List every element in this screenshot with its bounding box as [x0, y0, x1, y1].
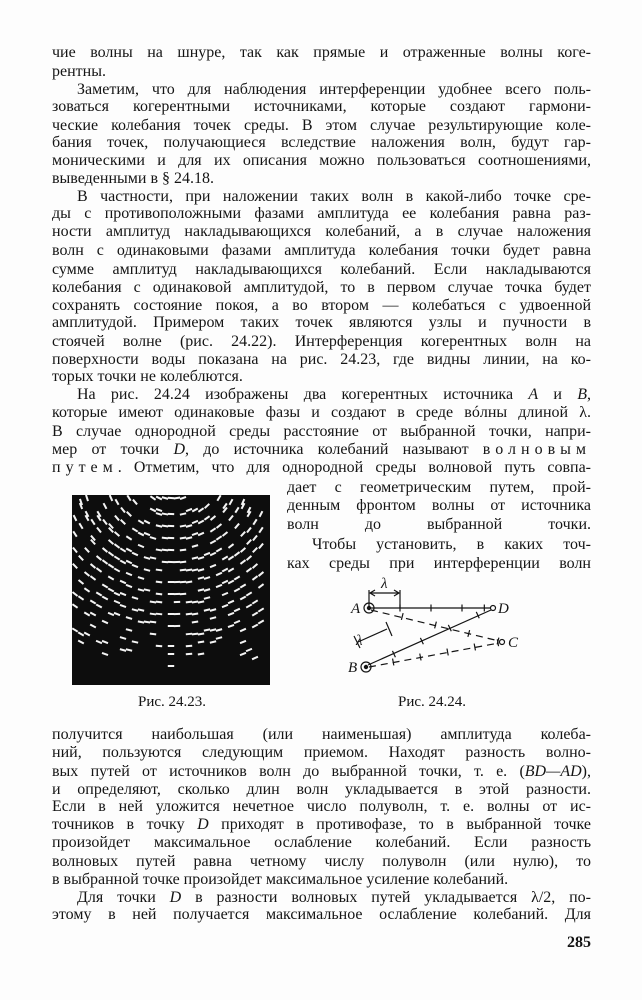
wave-crest	[198, 641, 204, 642]
text-run: волновых путей равна четному числу полуволн (или нулю), то	[52, 853, 591, 870]
wave-crest	[156, 602, 162, 603]
label-lambda-top: λ	[381, 576, 388, 592]
path-BD-solid	[368, 610, 491, 665]
wave-crest	[162, 513, 168, 514]
text-run: ),	[581, 763, 591, 780]
wave-crest	[192, 601, 198, 602]
text-run: вых путей от источников волн до выбранной точки, т. е. (	[52, 763, 525, 780]
wave-crest	[138, 609, 144, 610]
wave-crest	[180, 513, 186, 514]
text-run: сохранять состояние покоя, а во втором — колебаться с удвоенной	[52, 297, 591, 314]
wave-crest	[192, 569, 198, 570]
wave-crest	[150, 614, 156, 615]
wave-crest	[192, 614, 198, 615]
text-run: дает с геометрическим путем, прой-	[287, 479, 591, 496]
wavelength-tick	[447, 649, 448, 656]
wave-crest	[186, 634, 192, 635]
point-D-circle	[491, 606, 496, 611]
text-run: зоваться когерентными источниками, которые создают гармони-	[52, 98, 591, 115]
wave-crest	[180, 570, 186, 571]
text-run: Если в ней уложится нечетное число полуволн, т. е. волны от ис-	[52, 798, 591, 815]
text-run: приходят в противофазе, то в выбранной точке	[208, 816, 591, 833]
wave-crest	[156, 582, 162, 583]
text-run: ках среды при интерференции волн	[287, 555, 591, 572]
italic-symbol: D	[173, 441, 185, 458]
wave-crest	[180, 525, 186, 526]
text-run: денным фронтом волны от источника	[287, 497, 591, 514]
wave-crest	[186, 646, 192, 647]
wavelength-tick	[474, 644, 475, 651]
figure-24-23-water-interference-photo	[72, 495, 270, 685]
wave-crest	[198, 601, 204, 602]
wave-crest	[156, 549, 162, 550]
spaced-emphasis-term: волновым	[482, 441, 591, 458]
text-run: и определяют, сколько длин волн укладывается в этой разности.	[52, 781, 591, 798]
text-run: произойдет максимальное ослабление колебаний. Если разность	[52, 834, 591, 851]
text-run: моническими и для их описания можно пользоваться соотношениями,	[52, 152, 591, 169]
wave-crest	[144, 621, 150, 622]
wave-crest	[150, 622, 156, 623]
text-run: сумме амплитуд накладывающихся колебаний. Если накладываются	[52, 261, 591, 278]
label-C: C	[508, 635, 519, 651]
wave-crest	[198, 589, 204, 590]
text-run: торых точки не колеблются.	[52, 368, 243, 385]
text-run: , до источника колебаний называют	[185, 441, 483, 458]
text-run: стоячей волне (рис. 24.22). Интерференция когерентных волн на	[52, 333, 591, 350]
wave-crest	[132, 641, 138, 642]
wave-crest	[144, 589, 150, 590]
text-run: волн с одинаковыми фазами амплитуда колебания точки будет равна	[52, 242, 591, 259]
text-run: ,	[587, 386, 591, 403]
text-run: точников в точку	[52, 816, 198, 833]
wave-crest	[138, 621, 144, 622]
wave-crest	[150, 634, 156, 635]
text-run: этому в ней получается максимальное ослабление колебаний. Для	[52, 906, 591, 923]
text-run: чие волны на шнуре, так как прямые и отраженные волны коге-	[52, 44, 591, 61]
text-run: выведенными в § 24.18.	[52, 170, 215, 187]
figure-24-24-wave-path-diagram	[348, 576, 519, 676]
text-run: мер от точки	[52, 441, 174, 458]
wave-crest	[156, 646, 162, 647]
text-run: . Отметим, что для однородной среды волновой путь совпа-	[117, 459, 591, 476]
page-number: 285	[567, 934, 591, 951]
wavelength-tick	[435, 622, 437, 629]
wave-crest	[162, 550, 168, 551]
wave-crest	[162, 562, 168, 563]
text-run: На рис. 24.24 изображены два когерентных источника	[77, 386, 529, 403]
text-run: Чтобы установить, в каких точ-	[312, 536, 591, 553]
spaced-emphasis-term: путем	[52, 459, 118, 476]
text-run: колебания с одинаковой амплитудой, то в первом случае точка будет	[52, 279, 591, 296]
italic-symbol: D	[169, 889, 182, 906]
point-C-circle	[500, 640, 505, 645]
italic-symbol: B	[577, 386, 587, 403]
wave-crest	[204, 629, 210, 630]
wave-crest	[150, 602, 156, 603]
wave-crest	[180, 550, 186, 551]
wave-crest	[186, 602, 192, 603]
wavelength-tick	[468, 630, 470, 637]
text-run: волн до выбранной точки.	[287, 516, 591, 533]
source-B-dot	[364, 665, 367, 668]
wave-crest	[156, 570, 162, 571]
text-run: ческие колебания точек среды. В этом случае результирующие коле-	[52, 117, 591, 134]
wave-crest	[156, 594, 162, 595]
wave-crest	[192, 634, 198, 635]
wave-crest	[198, 654, 204, 655]
text-run: рентны.	[52, 63, 106, 80]
wave-crest	[192, 622, 198, 623]
text-run: ности амплитуд накладывающихся колебаний, а в случае наложения	[52, 223, 591, 240]
wave-crest	[180, 582, 186, 583]
wave-crest	[180, 594, 186, 595]
italic-symbol: A	[528, 386, 539, 403]
label-B: B	[348, 660, 358, 676]
wave-crest	[198, 633, 204, 634]
italic-symbol: BD—AD	[524, 763, 582, 780]
wavelength-tick	[401, 613, 403, 620]
wavelength-tick	[420, 654, 421, 661]
path-BC-dashed	[369, 643, 499, 667]
label-D: D	[498, 601, 509, 617]
text-run: в разности волновых путей укладывается λ/2, по-	[181, 889, 591, 906]
text-run: Для точки	[77, 889, 170, 906]
text-run: ний, пользуются следующим приемом. Находят разность волно-	[52, 744, 591, 761]
wave-crest	[174, 498, 180, 499]
wave-crest	[186, 582, 192, 583]
text-run: поверхности воды показана на рис. 24.23, где видны линии, на ко-	[52, 351, 591, 368]
wave-crest	[210, 641, 216, 642]
wave-crest	[180, 562, 186, 563]
source-A-dot	[367, 606, 370, 609]
wave-crest	[156, 614, 162, 615]
wave-crest	[186, 569, 192, 570]
label-lambda-bottom: λ	[356, 633, 363, 649]
text-run: которые имеют одинаковые фазы и создают в среде вóлны длиной λ.	[52, 404, 591, 421]
photo-background	[72, 495, 270, 685]
text-run: В случае однородной среды расстояние от выбранной точки, напри-	[52, 423, 591, 440]
text-run: получится наибольшая (или наименьшая) амплитуда колеба-	[52, 726, 591, 743]
italic-symbol: D	[197, 816, 209, 833]
wavelength-tick	[393, 659, 394, 666]
text-run: и	[538, 386, 578, 403]
figure-24-23-caption: Рис. 24.23.	[137, 694, 207, 710]
wave-crest	[186, 654, 192, 655]
text-run: Заметим, что для наблюдения интерференции удобнее всего поль-	[77, 81, 591, 98]
label-A: A	[351, 601, 361, 617]
wave-crest	[162, 538, 168, 539]
wave-crest	[186, 614, 192, 615]
wave-crest	[186, 537, 192, 538]
text-run: в выбранной точке произойдет максимальное усиление колебаний.	[52, 871, 509, 888]
text-run: бания точек, получающиеся вследствие наложения волн, будут гар-	[52, 134, 591, 151]
text-run: ды с противоположными фазами амплитуда ее колебания равна раз-	[52, 205, 591, 222]
text-run: амплитудой. Примером таких точек являются узлы и пучности в	[52, 314, 591, 331]
wave-crest	[162, 526, 168, 527]
wave-crest	[150, 557, 156, 558]
text-run: В частности, при наложении таких волн в какой-либо точке сре-	[77, 188, 591, 205]
wave-crest	[180, 538, 186, 539]
figure-24-24-caption: Рис. 24.24.	[397, 694, 467, 710]
